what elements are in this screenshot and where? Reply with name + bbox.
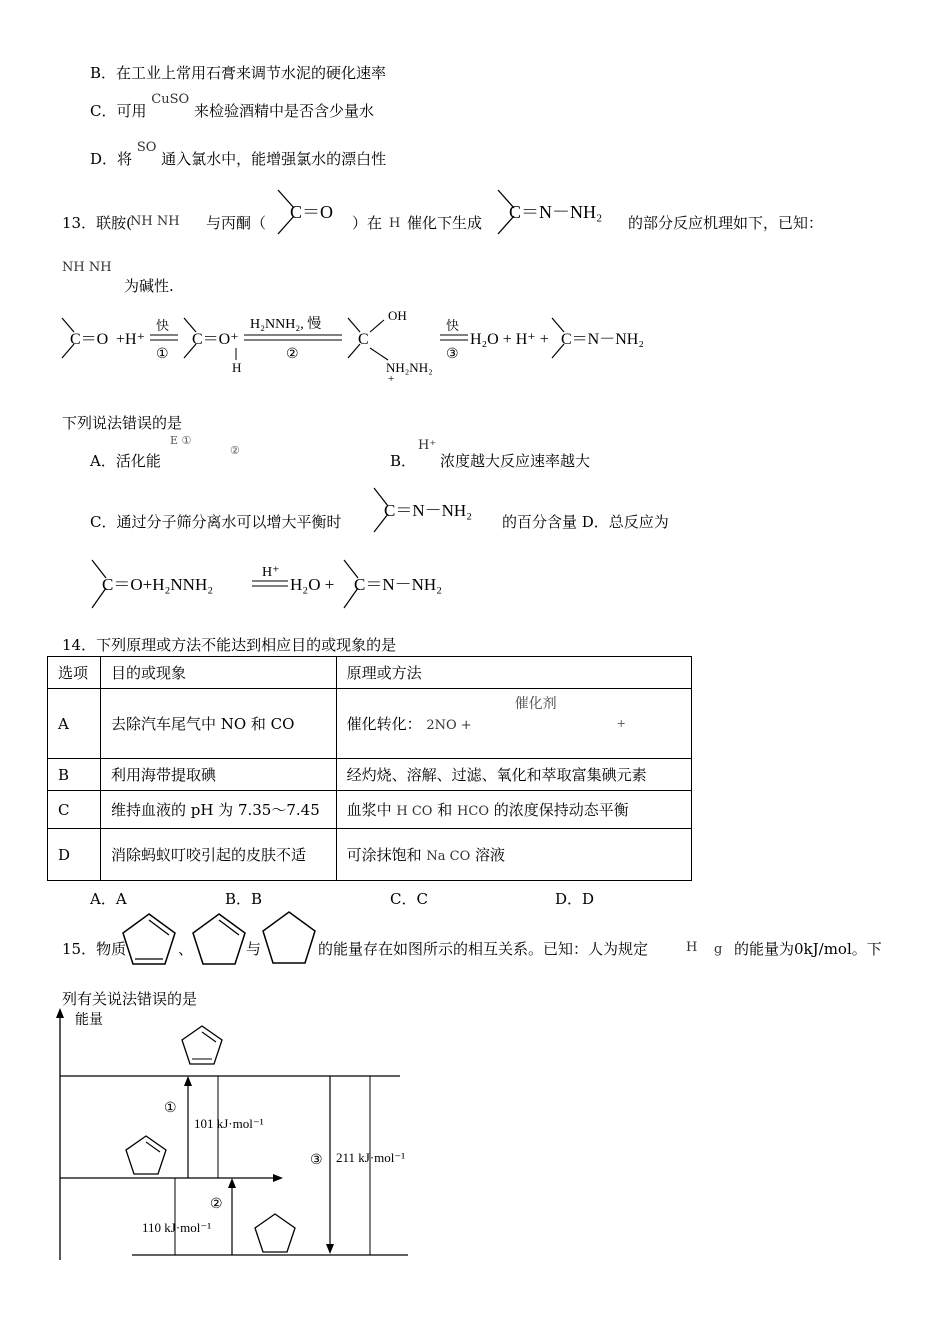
q13-option-b-label: B． bbox=[390, 452, 417, 470]
q15-stem-part3: 的能量为0kJ/mol。下 bbox=[734, 940, 882, 958]
hydrazone-label: C＝N－NH₂ bbox=[509, 202, 603, 222]
q12-option-c-formula: CuSO bbox=[151, 92, 190, 107]
q13-stem-part4: 催化下生成 bbox=[407, 214, 483, 232]
row-d-method-b: 溶液 bbox=[475, 846, 506, 864]
q13-catalyst-formula: H bbox=[389, 216, 401, 231]
row-c-goal: 维持血液的 pH 为 7.35～7.45 bbox=[100, 791, 336, 829]
row-b-option: B bbox=[48, 759, 101, 791]
energy-diagram bbox=[30, 1004, 430, 1266]
row-d-formula: Na CO bbox=[426, 849, 471, 864]
cyclopentadiene-icon bbox=[118, 910, 180, 968]
header-option: 选项 bbox=[48, 657, 101, 689]
mech-reagent: H₂NNH₂, 慢 bbox=[250, 317, 322, 332]
mech-plus-h: +H⁺ bbox=[116, 331, 146, 348]
acetone-structure bbox=[272, 186, 352, 238]
diagram-cyclopentane-icon bbox=[255, 1214, 295, 1252]
step2-label: ② bbox=[210, 1197, 223, 1212]
row-c-formula2: HCO bbox=[457, 804, 489, 819]
energy-axis-label: 能量 bbox=[75, 1013, 103, 1028]
total-product: C＝N－NH₂ bbox=[354, 575, 443, 594]
mech-hydrazone: C＝N－NH₂ bbox=[561, 331, 644, 348]
row-d-method-a: 可涂抹饱和 bbox=[346, 846, 422, 864]
q13-question: 下列说法错误的是 bbox=[62, 414, 183, 432]
q15-h2-formula: H bbox=[686, 940, 698, 955]
q13-stem-part1: 13．联胺( bbox=[62, 214, 132, 232]
q12-option-c bbox=[90, 92, 374, 121]
q13-stem-part3: ）在 bbox=[352, 214, 383, 232]
mechanism-scheme bbox=[58, 302, 678, 386]
row-a-option: A bbox=[48, 689, 101, 759]
mech-oxonium: C＝O⁺ bbox=[192, 331, 239, 348]
step1-label: ① bbox=[164, 1101, 177, 1116]
mech-oh: OH bbox=[388, 308, 407, 323]
q15-stem-line2: 列有关说法错误的是 bbox=[62, 990, 198, 1008]
q13-base-text: 为碱性. bbox=[124, 277, 174, 295]
row-a-tail: + bbox=[616, 717, 626, 730]
diagram-cyclopentadiene-icon bbox=[182, 1026, 222, 1064]
mech-ketone: C＝O bbox=[70, 331, 109, 348]
q13-stem-part2: 与丙酮（ bbox=[206, 214, 267, 232]
q15-sep2: 与 bbox=[246, 940, 262, 958]
energy-211: 211 kJ·mol⁻¹ bbox=[336, 1150, 406, 1165]
q12-option-d-text: 通入氯水中，能增强氯水的漂白性 bbox=[161, 150, 387, 168]
row-a-method bbox=[336, 689, 691, 759]
mech-nh: NH₂NH₂ bbox=[386, 360, 433, 375]
mech-products: H₂O + H⁺ + bbox=[470, 331, 549, 348]
q12-option-d-label: D．将 bbox=[90, 150, 133, 168]
table-row bbox=[48, 791, 692, 829]
svg-text:+: + bbox=[388, 373, 395, 385]
q14-table bbox=[47, 656, 692, 881]
svg-text:C: C bbox=[358, 331, 369, 348]
q14-answer-c: C．C bbox=[390, 890, 428, 908]
row-a-catalyst: 催化剂 bbox=[514, 696, 557, 712]
mech-step3: ③ bbox=[446, 347, 459, 362]
cyclopentane-icon bbox=[258, 908, 320, 968]
q13-option-a-formula: E ① bbox=[170, 434, 192, 447]
mech-fast3: 快 bbox=[446, 318, 460, 333]
hydrazone-structure bbox=[492, 186, 632, 238]
row-a-goal: 去除汽车尾气中 NO 和 CO bbox=[100, 689, 336, 759]
q15-h2-state: g bbox=[714, 942, 723, 957]
total-catalyst: H⁺ bbox=[262, 565, 280, 580]
total-right: H₂O + bbox=[290, 575, 335, 594]
q13-stem-part5: 的部分反应机理如下，已知： bbox=[628, 214, 824, 232]
header-method: 原理或方法 bbox=[336, 657, 691, 689]
row-c-option: C bbox=[48, 791, 101, 829]
table-row bbox=[48, 829, 692, 881]
mech-fast1: 快 bbox=[156, 318, 170, 333]
table-row bbox=[48, 689, 692, 759]
step3-label: ③ bbox=[310, 1153, 323, 1168]
q14-title: 14．下列原理或方法不能达到相应目的或现象的是 bbox=[62, 636, 397, 654]
energy-101: 101 kJ·mol⁻¹ bbox=[194, 1116, 264, 1131]
q12-option-c-label: C．可用 bbox=[90, 102, 147, 120]
table-row bbox=[48, 759, 692, 791]
q14-answer-d: D．D bbox=[555, 890, 595, 908]
q15-sep1: 、 bbox=[178, 940, 194, 958]
q12-option-c-text: 来检验酒精中是否含少量水 bbox=[193, 102, 374, 120]
diagram-cyclopentene-icon bbox=[126, 1136, 166, 1174]
q13-base-formula: NH NH bbox=[62, 260, 112, 275]
energy-110: 110 kJ·mol⁻¹ bbox=[142, 1220, 212, 1235]
row-d-goal: 消除蚂蚁叮咬引起的皮肤不适 bbox=[100, 829, 336, 881]
q13-option-c: C．通过分子筛分离水可以增大平衡时 bbox=[90, 513, 342, 531]
q12-option-d-formula: SO bbox=[136, 140, 157, 155]
mech-h: H bbox=[232, 360, 242, 375]
q13-hydrazine-formula: NH NH bbox=[130, 214, 180, 229]
row-a-formula: 2NO + bbox=[426, 718, 472, 733]
q13-option-c-hydrazone: C＝N－NH₂ bbox=[384, 501, 473, 520]
q13-option-a-formula2: ② bbox=[230, 444, 240, 457]
row-a-method-text: 催化转化： bbox=[346, 715, 422, 733]
q15-stem-part2: 的能量存在如图所示的相互关系。已知：人为规定 bbox=[318, 940, 649, 958]
q13-option-b-formula: H⁺ bbox=[418, 438, 437, 453]
acetone-label: C＝O bbox=[290, 202, 334, 222]
row-d-option: D bbox=[48, 829, 101, 881]
mech-step1: ① bbox=[156, 347, 169, 362]
row-c-method-a: 血浆中 bbox=[346, 801, 392, 819]
total-reaction bbox=[86, 556, 486, 616]
table-header-row bbox=[48, 657, 692, 689]
row-b-goal: 利用海带提取碘 bbox=[100, 759, 336, 791]
q13-option-c-structure bbox=[370, 484, 502, 536]
q13-option-a: A．活化能 bbox=[90, 452, 161, 470]
row-c-method bbox=[336, 791, 691, 829]
q12-option-b: B．在工业上常用石膏来调节水泥的硬化速率 bbox=[90, 64, 387, 82]
row-d-method bbox=[336, 829, 691, 881]
mech-step2: ② bbox=[286, 347, 299, 362]
total-left: C＝O+H₂NNH₂ bbox=[102, 575, 214, 594]
header-goal: 目的或现象 bbox=[100, 657, 336, 689]
cyclopentene-icon bbox=[188, 910, 250, 968]
row-c-method-c: 的浓度保持动态平衡 bbox=[493, 801, 629, 819]
q14-answer-b: B．B bbox=[225, 890, 263, 908]
q12-option-d bbox=[90, 140, 387, 169]
q14-answer-a: A．A bbox=[90, 890, 127, 908]
row-c-formula1: H CO bbox=[396, 804, 433, 819]
row-c-method-b: 和 bbox=[437, 801, 453, 819]
q13-option-b: 浓度越大反应速率越大 bbox=[440, 452, 591, 470]
q15-stem-part1: 15．物质 bbox=[62, 940, 127, 958]
q13-option-c-tail: 的百分含量 D．总反应为 bbox=[502, 513, 669, 531]
row-b-method: 经灼烧、溶解、过滤、氧化和萃取富集碘元素 bbox=[336, 759, 691, 791]
